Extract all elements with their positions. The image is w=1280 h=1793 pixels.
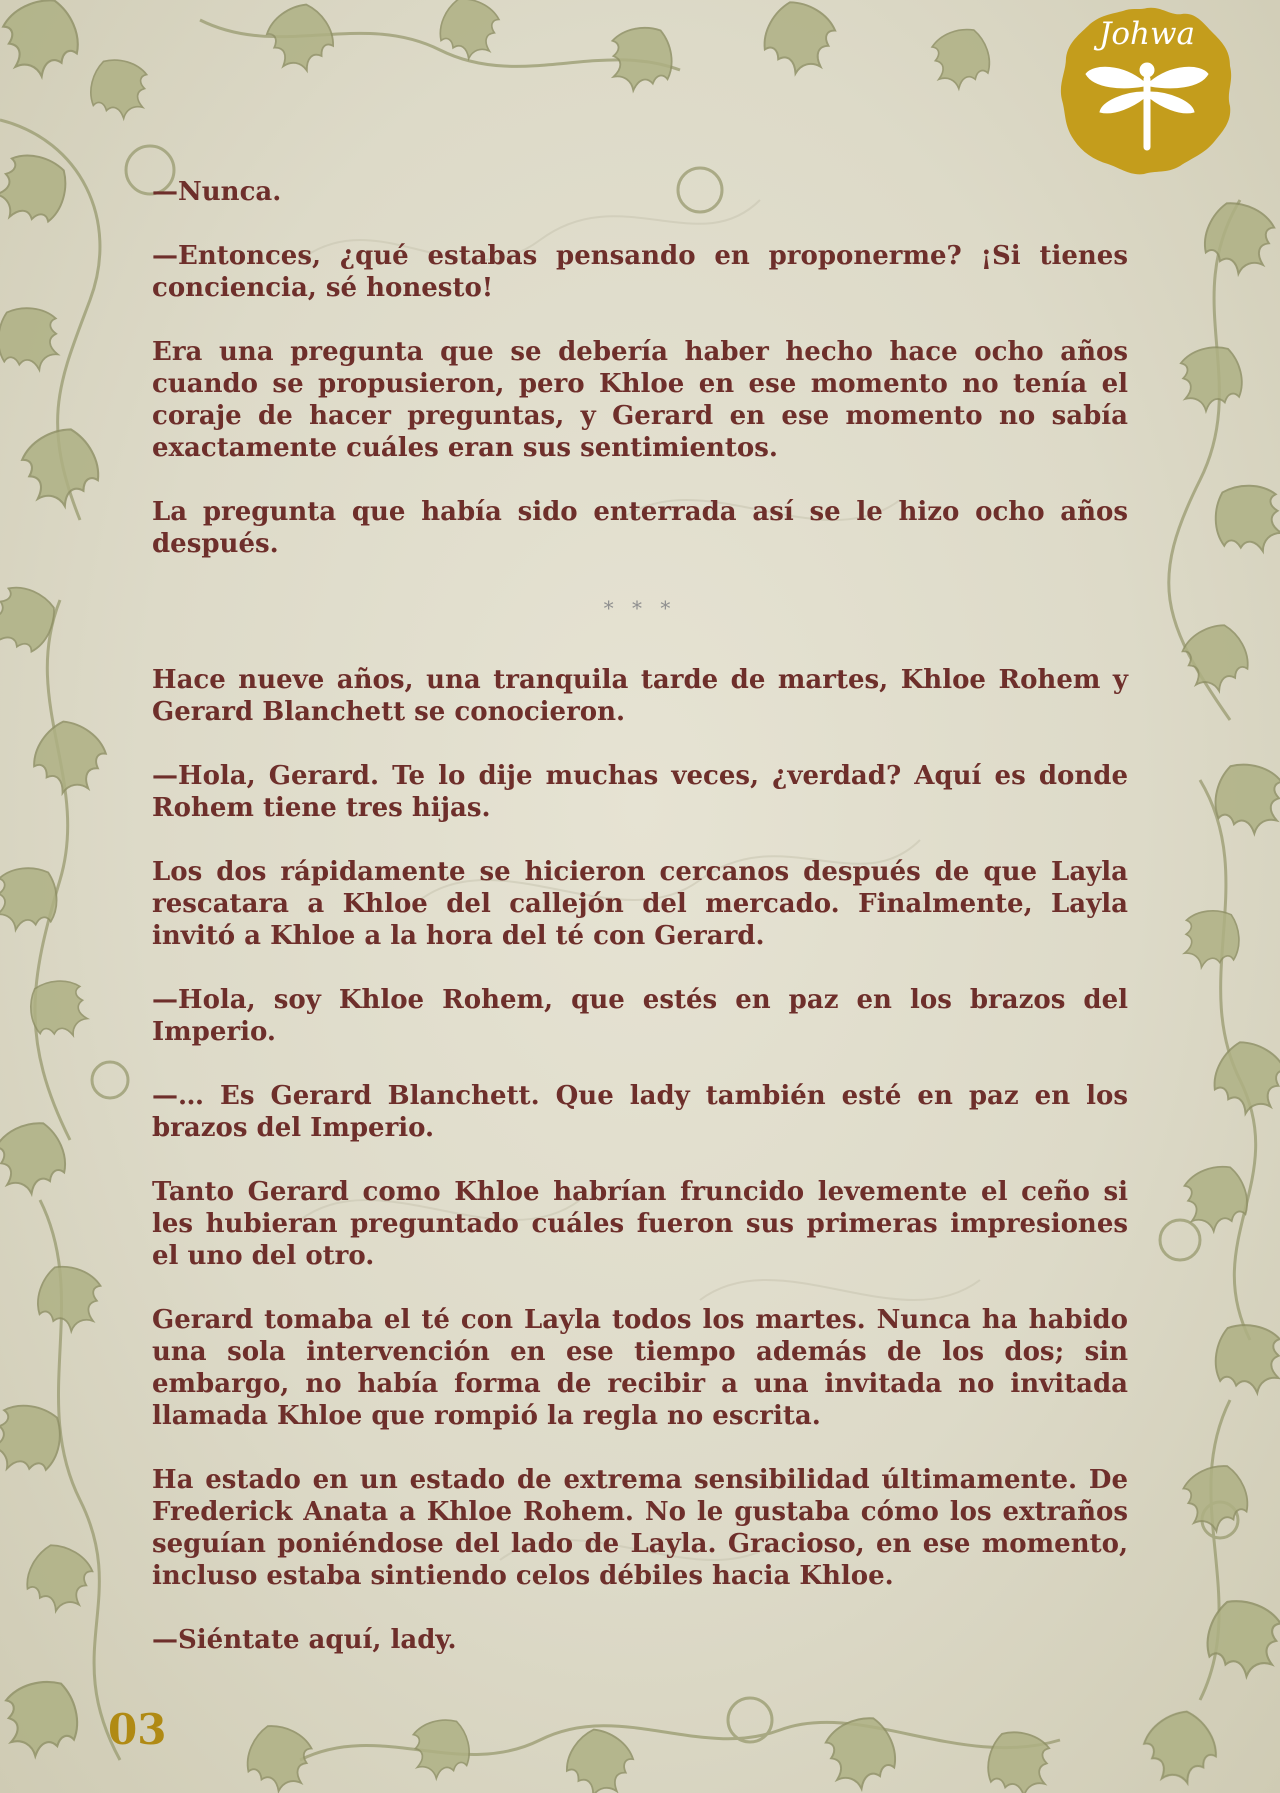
page-number: 03: [108, 1705, 167, 1754]
paragraph: —Nunca.: [152, 177, 282, 207]
paragraph: La pregunta que había sido enterrada así se le hizo ocho años después.: [152, 497, 1128, 559]
paragraph: Ha estado en un estado de extrema sensibilidad últimamente. De Frederick Anata a Khloe Rohem. No le gustaba cómo los extraños seguían poniéndose del lado de Layla. Gracioso, en ese momento, incluso estaba sintiendo celos débiles hacia Khloe.: [152, 1465, 1128, 1591]
paragraph: Tanto Gerard como Khloe habrían fruncido levemente el ceño si les hubieran preguntado cuáles fueron sus primeras impresiones el uno del otro.: [152, 1177, 1128, 1271]
johwa-logo: [1058, 4, 1236, 176]
paragraph: Los dos rápidamente se hicieron cercanos después de que Layla rescatara a Khloe del callejón del mercado. Finalmente, Layla invitó a Khloe a la hora del té con Gerard.: [152, 857, 1128, 951]
paragraph: Gerard tomaba el té con Layla todos los martes. Nunca ha habido una sola intervención en ese tiempo además de los dos; sin embargo, no había forma de recibir a una invitada no invitada llamada Khloe que rompió la regla no escrita.: [152, 1305, 1128, 1431]
paragraph: —Siéntate aquí, lady.: [152, 1625, 457, 1655]
paragraph: —… Es Gerard Blanchett. Que lady también esté en paz en los brazos del Imperio.: [152, 1081, 1128, 1143]
scene-separator: * * *: [603, 596, 677, 620]
paragraph: —Hola, Gerard. Te lo dije muchas veces, ¿verdad? Aquí es donde Rohem tiene tres hijas.: [152, 761, 1128, 823]
paragraph: —Hola, soy Khloe Rohem, que estés en paz en los brazos del Imperio.: [152, 985, 1128, 1047]
story-text: [152, 176, 1128, 1688]
paragraph: Hace nueve años, una tranquila tarde de martes, Khloe Rohem y Gerard Blanchett se conocieron.: [152, 665, 1128, 727]
paragraph: Era una pregunta que se debería haber hecho hace ocho años cuando se propusieron, pero Khloe en ese momento no tenía el coraje de hacer preguntas, y Gerard en ese momento no sabía exactamente cuáles eran sus sentimientos.: [152, 337, 1128, 463]
paragraph: —Entonces, ¿qué estabas pensando en proponerme? ¡Si tienes conciencia, sé honesto!: [152, 241, 1128, 303]
logo-text: Johwa: [1098, 16, 1196, 52]
